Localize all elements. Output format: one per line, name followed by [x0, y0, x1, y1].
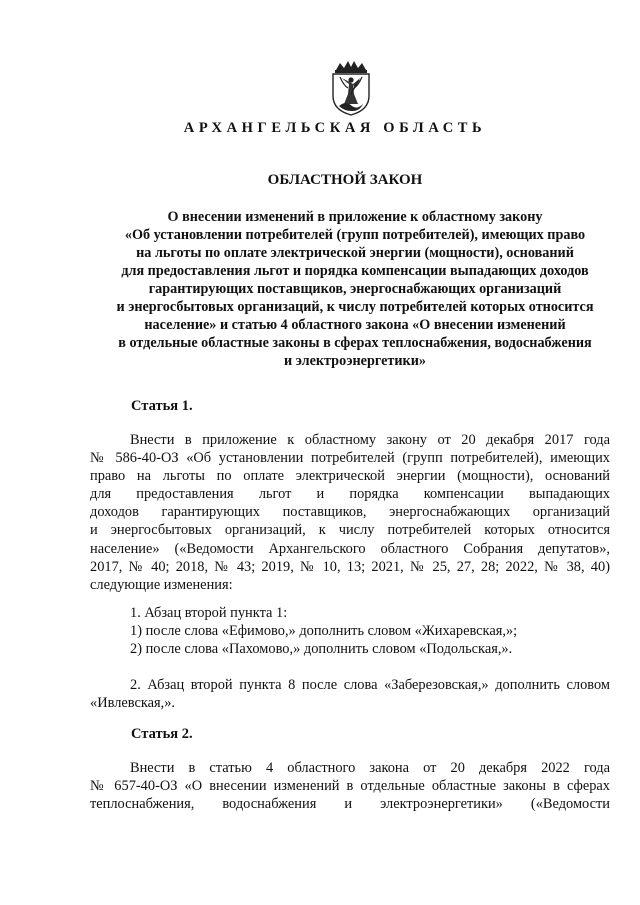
list-item: 1) после слова «Ефимово,» дополнить словом «Жихаревская,»;: [130, 623, 518, 640]
article-2-heading: Статья 2.: [131, 726, 193, 742]
law-title-line: О внесении изменений в приложение к областному закону: [167, 209, 543, 225]
paragraph-line: Внести в приложение к областному закону от 20 декабря 2017 года: [130, 432, 610, 448]
paragraph-line: население» («Ведомости Архангельского областного Собрания депутатов»,: [90, 540, 610, 557]
article-1-heading: Статья 1.: [131, 398, 193, 414]
arkhangelsk-coat-of-arms-icon: [326, 60, 376, 116]
law-title-line: для предоставления льгот и порядка компенсации выпадающих доходов: [121, 263, 589, 279]
law-title-line: «Об установлении потребителей (групп потребителей), имеющих право: [124, 227, 586, 243]
paragraph-line: № 586-40-ОЗ «Об установлении потребителей (групп потребителей), имеющих: [90, 450, 610, 467]
region-name: АРХАНГЕЛЬСКАЯ ОБЛАСТЬ: [183, 120, 487, 136]
law-title-line: гарантирующих поставщиков, энергоснабжающих организаций: [148, 281, 562, 297]
list-item: 2) после слова «Пахомово,» дополнить словом «Подольская,».: [130, 641, 513, 658]
paragraph-line: № 657-40-ОЗ «О внесении изменений в отдельные областные законы в сферах: [90, 778, 610, 795]
article-2-intro: [90, 759, 610, 813]
article-1-intro: [90, 431, 610, 594]
paragraph-line: право на льготы по оплате электрической энергии (мощности), оснований: [90, 468, 610, 485]
law-title-line: и энергосбытовых организаций, к числу потребителей которых относится: [116, 299, 594, 315]
paragraph-line: теплоснабжения, водоснабжения и электроэнергетики» («Ведомости: [90, 796, 610, 813]
paragraph-line: доходов гарантирующих поставщиков, энергоснабжающих организаций: [90, 504, 610, 521]
paragraph-line: «Ивлевская,».: [90, 695, 176, 712]
article-1-item-1: [130, 604, 610, 658]
article-1-item-2: [90, 676, 610, 712]
law-title-line: население» и статью 4 областного закона «О внесении изменений: [144, 317, 566, 333]
paragraph-line: 2. Абзац второй пункта 8 после слова «Заберезовская,» дополнить словом: [130, 677, 610, 693]
law-title: [90, 208, 620, 370]
paragraph-line: Внести в статью 4 областного закона от 20 декабря 2022 года: [130, 760, 610, 776]
law-title-line: в отдельные областные законы в сферах теплоснабжения, водоснабжения: [118, 335, 592, 351]
paragraph-line: 2017, № 40; 2018, № 43; 2019, № 10, 13; 2021, № 25, 27, 28; 2022, № 38, 40): [90, 558, 610, 575]
paragraph-line: следующие изменения:: [90, 576, 233, 593]
paragraph-line: и энергосбытовых организаций, к числу потребителей которых относится: [90, 522, 610, 539]
law-type: ОБЛАСТНОЙ ЗАКОН: [267, 172, 423, 188]
paragraph-line: для предоставления льгот и порядка компенсации выпадающих: [90, 486, 610, 503]
list-item: 1. Абзац второй пункта 1:: [130, 605, 288, 621]
law-title-line: на льготы по оплате электрической энергии (мощности), оснований: [136, 245, 574, 261]
law-title-line: и электроэнергетики»: [284, 353, 426, 369]
